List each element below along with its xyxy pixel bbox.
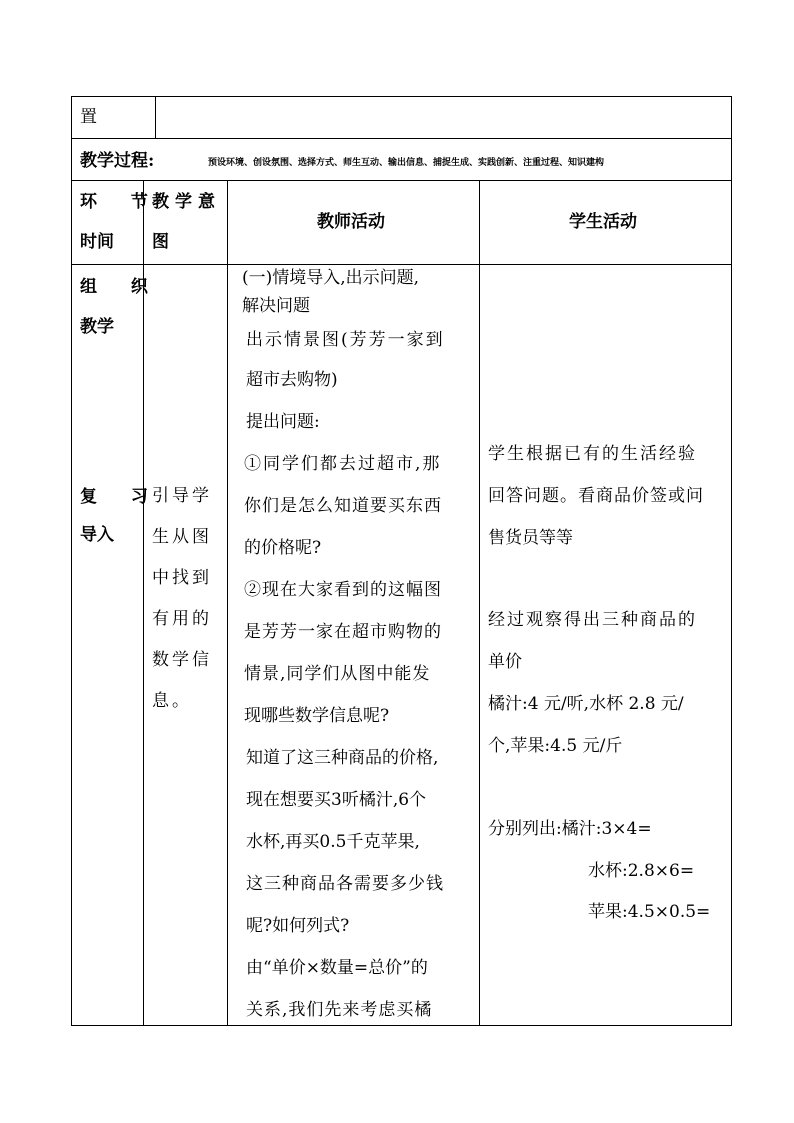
intent-line: 生从图 [152,527,212,547]
teacher-line: 出示情景图(芳芳一家到 [246,330,445,350]
teacher-line: 超市去购物) [246,370,338,390]
teacher-line: ①同学们都去过超市,那 [244,454,442,474]
intent-line: 息。 [152,691,192,711]
student-answer-line: 橘汁:4 元/听,水杯 2.8 元/ [488,694,684,714]
header-col1-line2: 时间 [80,232,114,252]
header-col1-line1: 环 节 [80,192,162,212]
student-answer-line: 回答问题。看商品价签或问 [488,486,704,506]
teacher-line: 这三种商品各需要多少钱 [246,874,444,894]
stage-organize-line2: 教学 [80,317,114,337]
row-top-divider [155,96,156,138]
header-col2-line2: 图 [152,232,169,252]
teacher-line: 现哪些数学信息呢? [244,706,390,726]
stage-review-line1: 复 习 [80,487,162,507]
col-divider-1 [143,180,144,1026]
stage-review-line2: 导入 [80,525,114,545]
stage-organize-line1: 组 织 [80,277,162,297]
teacher-line: 由“单价×数量=总价”的 [246,958,428,978]
intent-line: 中找到 [152,568,212,588]
formula-cup: 水杯:2.8×6= [588,861,695,881]
teacher-line: (一)情境导入,出示问题, [242,268,420,288]
teacher-line: 水杯,再买0.5千克苹果, [246,832,420,852]
teacher-line: 是芳芳一家在超市购物的 [244,622,442,642]
teacher-line: ②现在大家看到的这幅图 [244,580,442,600]
student-answer-line: 学生根据已有的生活经验 [488,444,697,464]
teacher-line: 知道了这三种商品的价格, [246,748,439,768]
table-border-left [71,96,72,1026]
teacher-line: 解决问题 [242,296,310,316]
formula-orange-juice: 分别列出:橘汁:3×4= [488,819,652,839]
row-divider-2 [71,180,732,181]
row-top-label: 置 [80,107,97,127]
teacher-line: 你们是怎么知道要买东西 [244,496,442,516]
table-border-top [71,96,732,97]
header-teacher-activity: 教师活动 [317,212,385,232]
process-items: 预设环境、创设氛围、选择方式、师生互动、输出信息、捕捉生成、实践创新、注重过程、知识建构 [208,158,605,168]
col-divider-2 [227,180,228,1026]
student-answer-line: 个,苹果:4.5 元/斤 [488,736,623,756]
header-col2-line1: 教学意 [152,192,221,212]
teacher-line: 提出问题: [246,412,320,432]
col-divider-3 [479,180,480,1026]
teacher-line: 现在想要买3听橘汁,6个 [246,790,427,810]
row-divider-3 [71,264,732,265]
table-border-right [731,96,732,1026]
teacher-line: 关系,我们先来考虑买橘 [246,1000,433,1020]
header-student-activity: 学生活动 [569,212,637,232]
process-label: 教学过程: [80,151,155,171]
student-answer-line: 单价 [488,652,522,672]
formula-apple: 苹果:4.5×0.5= [588,902,711,922]
intent-line: 有用的 [152,609,212,629]
student-answer-line: 售货员等等 [488,528,573,548]
teacher-line: 情景,同学们从图中能发 [244,664,431,684]
intent-line: 数学信 [152,650,212,670]
student-answer-line: 经过观察得出三种商品的 [488,610,697,630]
intent-line: 引导学 [152,486,212,506]
teacher-line: 的价格呢? [244,538,322,558]
teacher-line: 呢?如何列式? [246,916,350,936]
table-border-bottom [71,1025,732,1026]
row-divider-1 [71,138,732,139]
teaching-intent [152,476,212,722]
